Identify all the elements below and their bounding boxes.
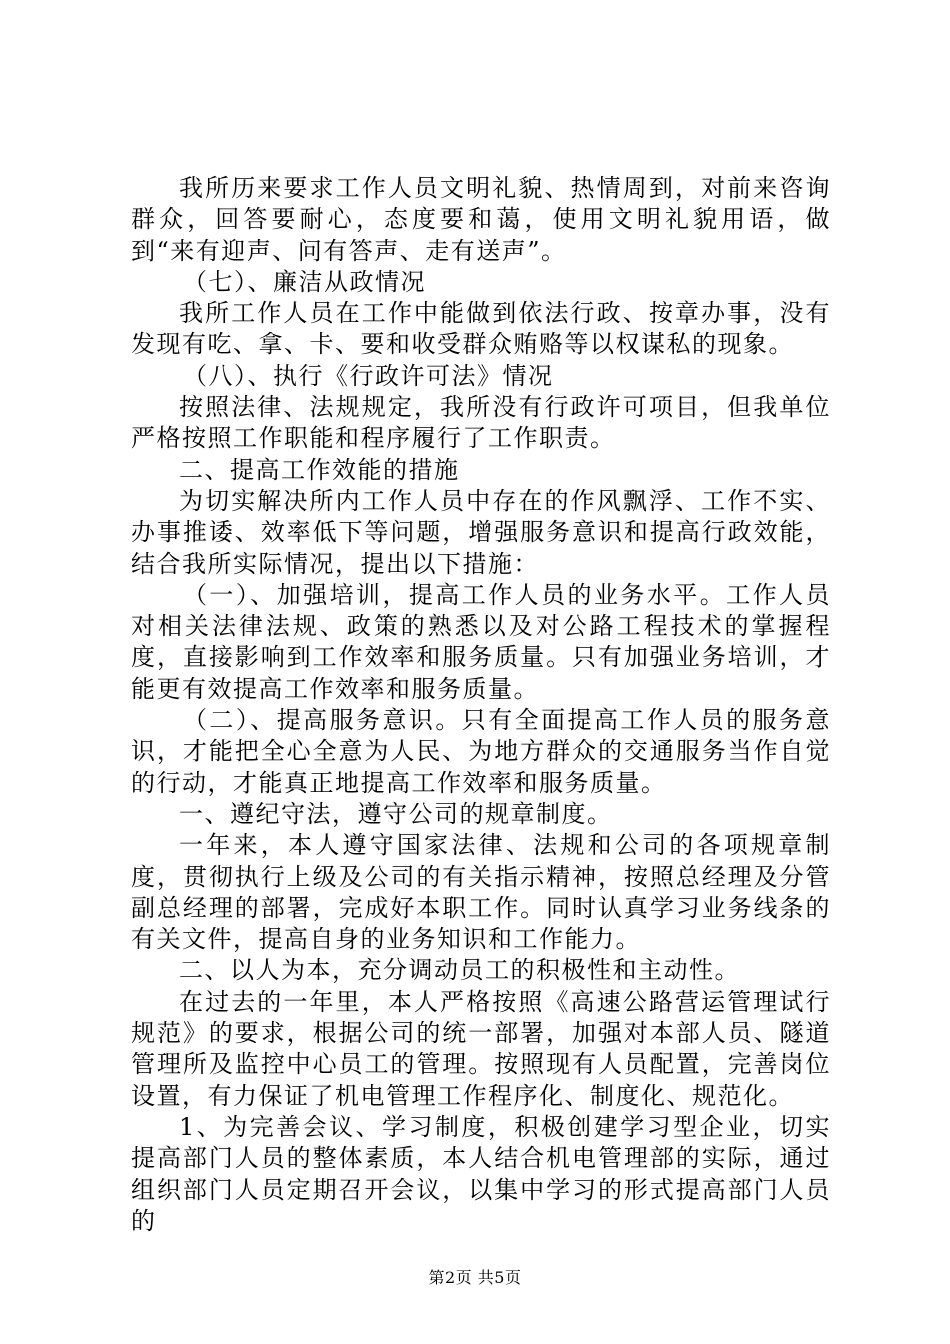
- paragraph-people-oriented: 在过去的一年里，本人严格按照《高速公路营运管理试行规范》的要求，根据公司的统一部署，加强对本部人员、隧道管理所及监控中心员工的管理。按照现有人员配置，完善岗位设置，有力保证了机电管理工作程序化、制度化、规范化。: [131, 987, 831, 1110]
- paragraph-licensing-law: 按照法律、法规规定，我所没有行政许可项目，但我单位严格按照工作职能和程序履行了工作职责。: [131, 393, 831, 453]
- page-number-footer: 第2页 共5页: [428, 1268, 522, 1287]
- paragraph-civility: 我所历来要求工作人员文明礼貌、热情周到，对前来咨询群众，回答要耐心，态度要和蔼，使用文明礼貌用语，做到“来有迎声、问有答声、走有送声”。: [131, 174, 831, 265]
- heading-people-oriented: 二、以人为本，充分调动员工的积极性和主动性。: [179, 956, 740, 985]
- paragraph-integrity: 我所工作人员在工作中能做到依法行政、按章办事，没有发现有吃、拿、卡、要和收受群众贿赂等以权谋私的现象。: [131, 299, 831, 359]
- paragraph-service-awareness: （二）、提高服务意识。只有全面提高工作人员的服务意识，才能把全心全意为人民、为地方群众的交通服务当作自觉的行动，才能真正地提高工作效率和服务质量。: [131, 706, 831, 797]
- paragraph-efficiency-intro: 为切实解决所内工作人员中存在的作风飘浮、工作不实、办事推诿、效率低下等问题，增强服务意识和提高行政效能，结合我所实际情况，提出以下措施：: [131, 486, 831, 578]
- heading-efficiency-measures: 二、提高工作效能的措施: [179, 455, 460, 484]
- paragraph-meetings: 1、为完善会议、学习制度，积极创建学习型企业，切实提高部门人员的整体素质，本人结合机电管理部的实际，通过组织部门人员定期召开会议，以集中学习的形式提高部门人员的: [131, 1112, 831, 1235]
- heading-licensing-law: （八）、执行《行政许可法》情况: [183, 361, 554, 390]
- paragraph-training: （一）、加强培训，提高工作人员的业务水平。工作人员对相关法律法规、政策的熟悉以及对公路工程技术的掌握程度，直接影响到工作效率和服务质量。只有加强业务培训，才能更有效提高工作效率和服务质量。: [131, 580, 831, 703]
- heading-discipline: 一、遵纪守法，遵守公司的规章制度。: [179, 799, 613, 828]
- paragraph-discipline: 一年来，本人遵守国家法律、法规和公司的各项规章制度，贯彻执行上级及公司的有关指示精神，按照总经理及分管副总经理的部署，完成好本职工作。同时认真学习业务线条的有关文件，提高自身的业务知识和工作能力。: [131, 831, 831, 954]
- document-body: [131, 173, 831, 1237]
- heading-integrity: （七）、廉洁从政情况: [183, 267, 426, 296]
